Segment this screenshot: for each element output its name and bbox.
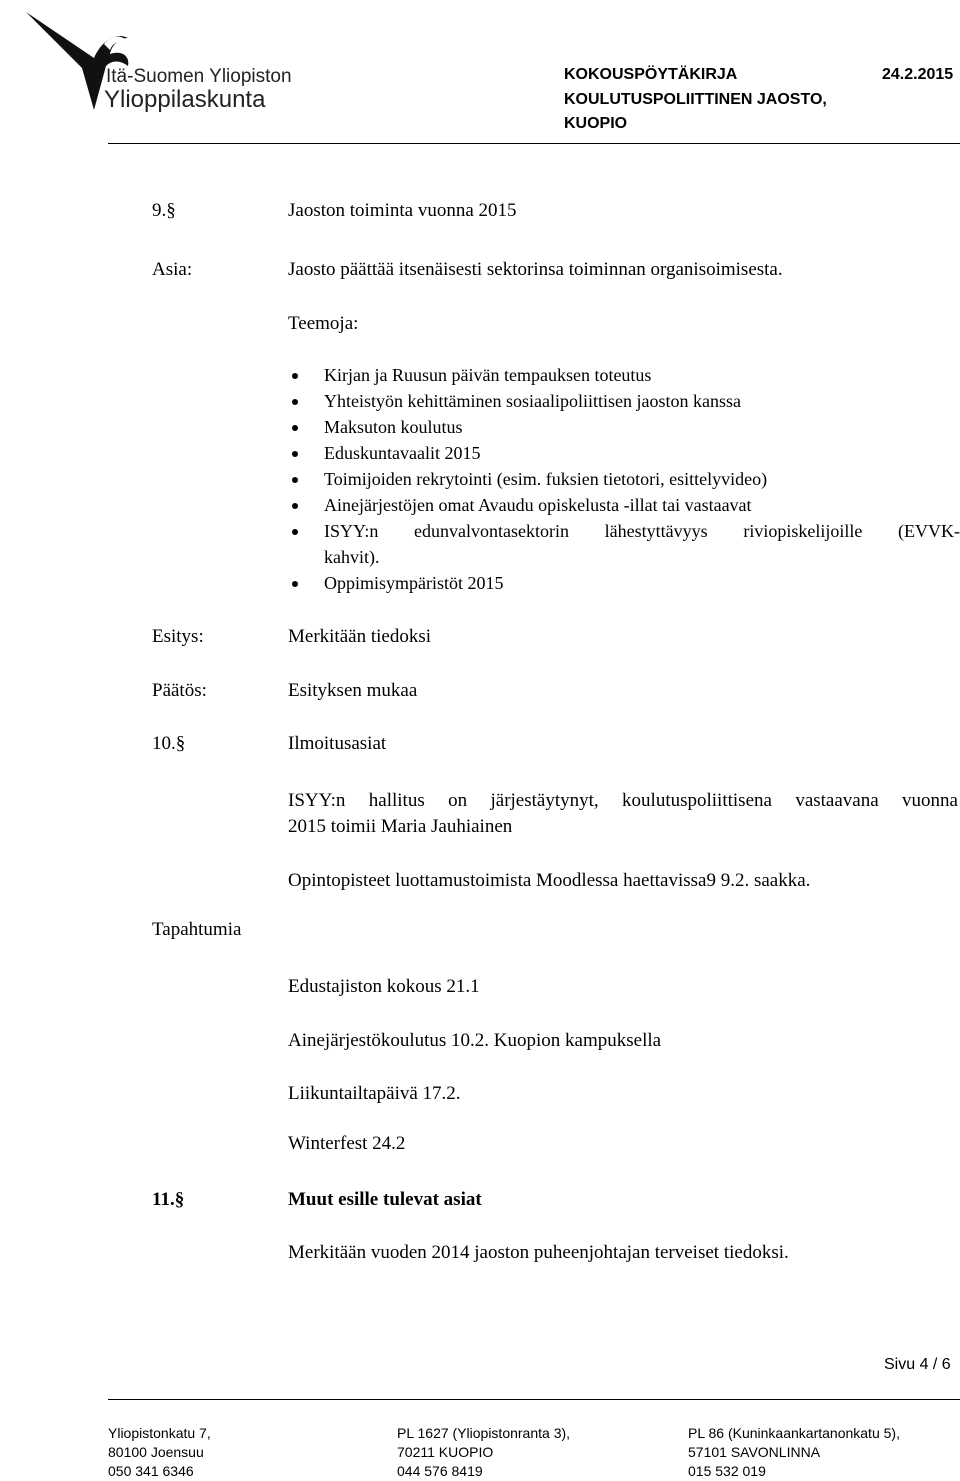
footer-address-joensuu xyxy=(108,1424,211,1481)
page-number: Sivu 4 / 6 xyxy=(884,1356,951,1373)
bullet-icon xyxy=(292,451,298,457)
announcement-line1: ISYY:n hallitus on järjestäytynyt, koulutuspoliittisena vastaavana vuonna xyxy=(288,790,958,811)
list-item: Ainejärjestöjen omat Avaudu opiskelusta -illat tai vastaavat xyxy=(288,492,960,518)
list-item: Oppimisympäristöt 2015 xyxy=(288,570,960,596)
footer-line: 044 576 8419 xyxy=(397,1463,483,1479)
committee-line2: KUOPIO xyxy=(564,115,628,132)
section-11-number: 11.§ xyxy=(152,1189,185,1210)
footer-line: 015 532 019 xyxy=(688,1463,766,1479)
footer-rule xyxy=(108,1399,960,1400)
footer-line: 57101 SAVONLINNA xyxy=(688,1444,821,1460)
footer-address-kuopio xyxy=(397,1424,570,1481)
list-item-continuation: kahvit). xyxy=(324,547,380,567)
event-item: Winterfest 24.2 xyxy=(288,1133,406,1154)
logo-line1: Itä-Suomen Yliopiston xyxy=(106,66,292,87)
bullet-icon xyxy=(292,399,298,405)
bullet-icon xyxy=(292,503,298,509)
section-11-title: Muut esille tulevat asiat xyxy=(288,1189,482,1210)
list-item: Kirjan ja Ruusun päivän tempauksen toteutus xyxy=(288,362,960,388)
section-9-number: 9.§ xyxy=(152,200,176,221)
event-item: Liikuntailtapäivä 17.2. xyxy=(288,1083,461,1104)
list-item: Toimijoiden rekrytointi (esim. fuksien tietotori, esittelyvideo) xyxy=(288,466,960,492)
asia-text: Jaosto päättää itsenäisesti sektorinsa toiminnan organisoimisesta. xyxy=(288,259,783,280)
list-item: Eduskuntavaalit 2015 xyxy=(288,440,960,466)
doc-type: KOKOUSPÖYTÄKIRJA xyxy=(564,66,738,83)
footer-line: 70211 KUOPIO xyxy=(397,1444,494,1460)
section-10-number: 10.§ xyxy=(152,733,186,754)
event-item: Edustajiston kokous 21.1 xyxy=(288,976,480,997)
bullet-icon xyxy=(292,477,298,483)
bullet-icon xyxy=(292,373,298,379)
paatos-label: Päätös: xyxy=(152,680,207,701)
topics-list xyxy=(288,362,960,596)
section-11-text: Merkitään vuoden 2014 jaoston puheenjohtajan terveiset tiedoksi. xyxy=(288,1242,789,1263)
events-label: Tapahtumia xyxy=(152,919,242,940)
announcement-line2: 2015 toimii Maria Jauhiainen xyxy=(288,816,513,837)
event-item: Ainejärjestökoulutus 10.2. Kuopion kampuksella xyxy=(288,1030,662,1051)
footer-line: Yliopistonkatu 7, xyxy=(108,1425,211,1441)
credits-announcement: Opintopisteet luottamustoimista Moodlessa haettavissa9 9.2. saakka. xyxy=(288,870,811,891)
bullet-icon xyxy=(292,529,298,535)
esitys-label: Esitys: xyxy=(152,626,204,647)
logo-line2: Ylioppilaskunta xyxy=(104,86,266,113)
footer-address-savonlinna xyxy=(688,1424,900,1481)
doc-date: 24.2.2015 xyxy=(882,66,954,83)
section-9-title: Jaoston toiminta vuonna 2015 xyxy=(288,200,517,221)
bullet-icon xyxy=(292,425,298,431)
footer-line: PL 86 (Kuninkaankartanonkatu 5), xyxy=(688,1425,900,1441)
esitys-text: Merkitään tiedoksi xyxy=(288,626,431,647)
header-rule xyxy=(108,143,960,144)
topics-label: Teemoja: xyxy=(288,313,359,334)
footer-line: PL 1627 (Yliopistonranta 3), xyxy=(397,1425,571,1441)
committee-line1: KOULUTUSPOLIITTINEN JAOSTO, xyxy=(564,91,827,108)
footer-line: 80100 Joensuu xyxy=(108,1444,204,1460)
bullet-icon xyxy=(292,581,298,587)
list-item: Maksuton koulutus xyxy=(288,414,960,440)
section-10-title: Ilmoitusasiat xyxy=(288,733,387,754)
asia-label: Asia: xyxy=(152,259,193,280)
paatos-text: Esityksen mukaa xyxy=(288,680,418,701)
list-item: ISYY:n edunvalvontasektorin lähestyttävyys riviopiskelijoille (EVVK- xyxy=(288,518,960,544)
footer-line: 050 341 6346 xyxy=(108,1463,194,1479)
list-item: Yhteistyön kehittäminen sosiaalipoliittisen jaoston kanssa xyxy=(288,388,960,414)
